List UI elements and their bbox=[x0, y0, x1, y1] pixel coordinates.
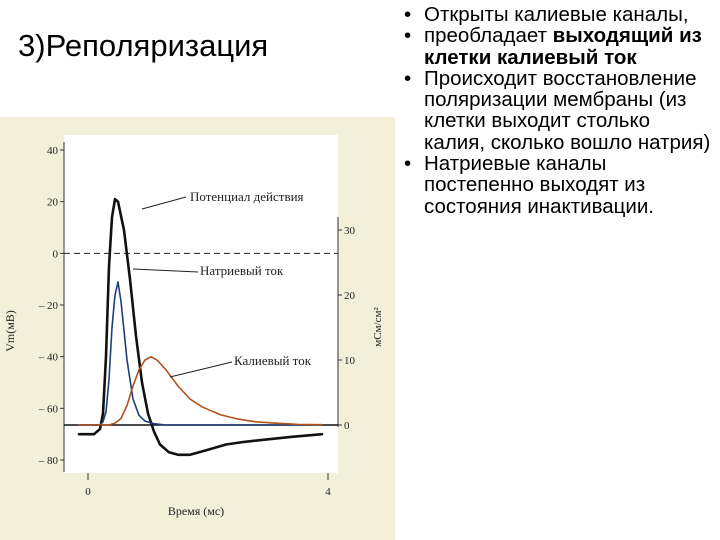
left-tick-label: – 80 bbox=[38, 455, 58, 467]
left-tick-label: – 60 bbox=[38, 403, 58, 416]
x-tick-label: 0 bbox=[85, 486, 91, 498]
action-potential-chart bbox=[0, 117, 395, 540]
x-axis-label: Время (мс) bbox=[167, 504, 225, 518]
right-tick-label: 20 bbox=[344, 290, 355, 302]
slide-title: 3)Реполяризация bbox=[18, 28, 269, 63]
right-tick-label: 0 bbox=[344, 420, 350, 432]
left-tick-label: 40 bbox=[47, 145, 58, 157]
bullet-text: преобладает bbox=[424, 24, 553, 48]
bullet-item bbox=[402, 153, 712, 217]
plot-area bbox=[64, 135, 338, 473]
annotation-sodium-current: Натриевый ток bbox=[200, 263, 284, 278]
left-tick-label: – 20 bbox=[38, 300, 58, 312]
bullet-text: Открыты калиевые каналы, bbox=[424, 3, 689, 26]
right-tick-label: 30 bbox=[344, 225, 355, 237]
annotation-potassium-current: Калиевый ток bbox=[234, 353, 312, 368]
bullet-text: Происходит восстановление поляризации мембраны (из клетки выходит столько калия, сколько вошло натрия) bbox=[424, 66, 711, 154]
y-axis-label-left: Vm(мВ) bbox=[3, 310, 17, 352]
left-tick-label: 20 bbox=[47, 196, 58, 209]
y-axis-label-right: мСм/см² bbox=[372, 307, 384, 347]
bullet-text-bold: выходящий из клетки калиевый ток bbox=[424, 24, 702, 69]
right-tick-label: 10 bbox=[344, 355, 355, 367]
bullet-item bbox=[402, 25, 712, 68]
left-tick-label: – 40 bbox=[38, 351, 58, 364]
x-tick-label: 4 bbox=[325, 486, 331, 498]
bullet-item bbox=[402, 4, 712, 25]
bullet-list bbox=[402, 4, 712, 217]
bullet-text: Натриевые каналы постепенно выходят из состояния инактивации. bbox=[424, 152, 654, 218]
annotation-action-potential: Потенциал действия bbox=[190, 189, 304, 204]
bullet-item bbox=[402, 68, 712, 153]
left-tick-label: 0 bbox=[52, 248, 58, 261]
